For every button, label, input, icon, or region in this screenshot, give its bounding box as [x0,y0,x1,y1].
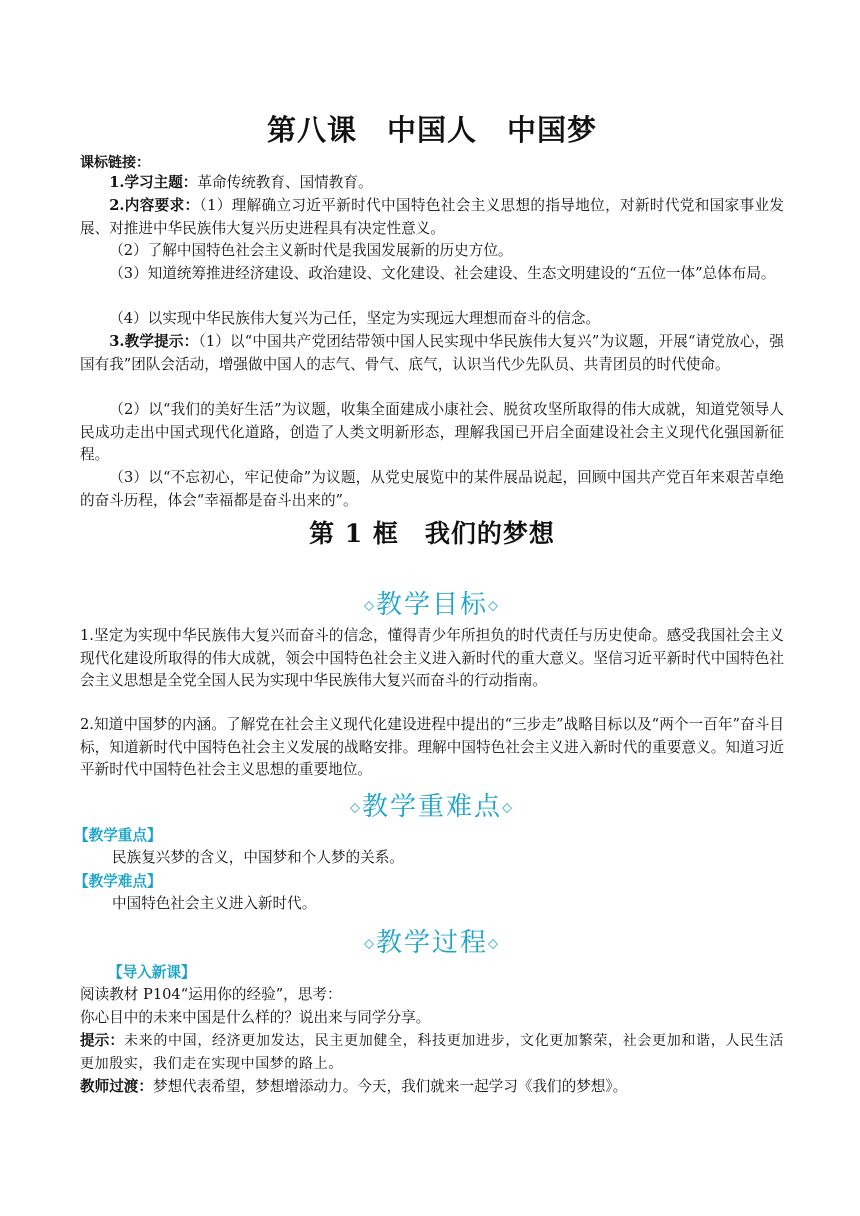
process-heading: ◇教学过程◇ [363,928,500,958]
key-points-heading: ◇教学重难点◇ [349,792,514,822]
section-subtitle: 第 1 框 我们的梦想 [309,519,555,548]
diamond-icon: ◇ [363,936,376,952]
standards-item-1: 1.学习主题：革命传统教育、国情教育。 [109,174,373,191]
standards-item-2-2: （2）了解中国特色社会主义新时代是我国发展新的历史方位。 [109,242,513,259]
difficulty-text: 中国特色社会主义进入新时代。 [112,895,317,912]
process-line-2: 你心目中的未来中国是什么样的？说出来与同学分享。 [80,1009,431,1026]
standards-item-3-2: （2）以“我们的美好生活”为议题，收集全面建成小康社会、脱贫攻坚所取得的伟大成就，知道党领导人民成功走出中国式现代化道路，创造了人类文明新形态，理解我国已开启全面建设社会主义现代化强国新征程。 [80,401,784,464]
difficulty-tag: 【教学难点】 [74,873,162,890]
focus-text: 民族复兴梦的含义，中国梦和个人梦的关系。 [112,849,404,866]
goal-item-2: 2.知道中国梦的内涵。了解党在社会主义现代化建设进程中提出的“三步走”战略目标以及“两个一百年”奋斗目标，知道新时代中国特色社会主义发展的战略安排。理解中国特色社会主义进入新时代的重要意义。知道习近平新时代中国特色社会主义思想的重要地位。 [80,716,784,779]
diamond-icon: ◇ [488,598,500,614]
diamond-icon: ◇ [349,800,362,816]
standards-label: 课标链接： [80,155,150,171]
diamond-icon: ◇ [502,800,514,816]
standards-item-3-3: （3）以“不忘初心，牢记使命”为议题，从党史展览中的某件展品说起，回顾中国共产党百年来艰苦卓绝的奋斗历程，体会“幸福都是奋斗出来的”。 [80,469,784,509]
process-line-1: 阅读教材 P104“运用你的经验”，思考： [80,986,342,1003]
lesson-title: 第八课 中国人 中国梦 [266,113,597,147]
intro-tag: 【导入新课】 [108,964,196,981]
teacher-transition: 教师过渡：梦想代表希望，梦想增添动力。今天，我们就来一起学习《我们的梦想》。 [80,1078,628,1095]
standards-item-2: 2.内容要求：（1）理解确立习近平新时代中国特色社会主义思想的指导地位，对新时代党和国家事业发展、对推进中华民族伟大复兴历史进程具有决定性意义。 [80,197,784,237]
diamond-icon: ◇ [363,598,376,614]
goals-heading: ◇教学目标◇ [363,590,500,620]
diamond-icon: ◇ [488,936,500,952]
hint-paragraph: 提示：未来的中国，经济更加发达，民主更加健全，科技更加进步，文化更加繁荣，社会更加和谐，人民生活更加殷实，我们走在实现中国梦的路上。 [80,1032,784,1072]
standards-item-3: 3.教学提示：（1）以“中国共产党团结带领中国人民实现中华民族伟大复兴”为议题，开展“请党放心，强国有我”团队会活动，增强做中国人的志气、骨气、底气，认识当代少先队员、共青团员的时代使命。 [80,333,784,373]
standards-item-2-3: （3）知道统筹推进经济建设、政治建设、文化建设、社会建设、生态文明建设的“五位一体”总体布局。 [109,265,776,282]
focus-tag: 【教学重点】 [74,827,162,844]
standards-item-2-4: （4）以实现中华民族伟大复兴为己任，坚定为实现远大理想而奋斗的信念。 [109,310,601,327]
goal-item-1: 1.坚定为实现中华民族伟大复兴而奋斗的信念，懂得青少年所担负的时代责任与历史使命。感受我国社会主义现代化建设所取得的伟大成就，领会中国特色社会主义进入新时代的重大意义。坚信习近平新时代中国特色社会主义思想是全党全国人民为实现中华民族伟大复兴而奋斗的行动指南。 [80,627,784,690]
